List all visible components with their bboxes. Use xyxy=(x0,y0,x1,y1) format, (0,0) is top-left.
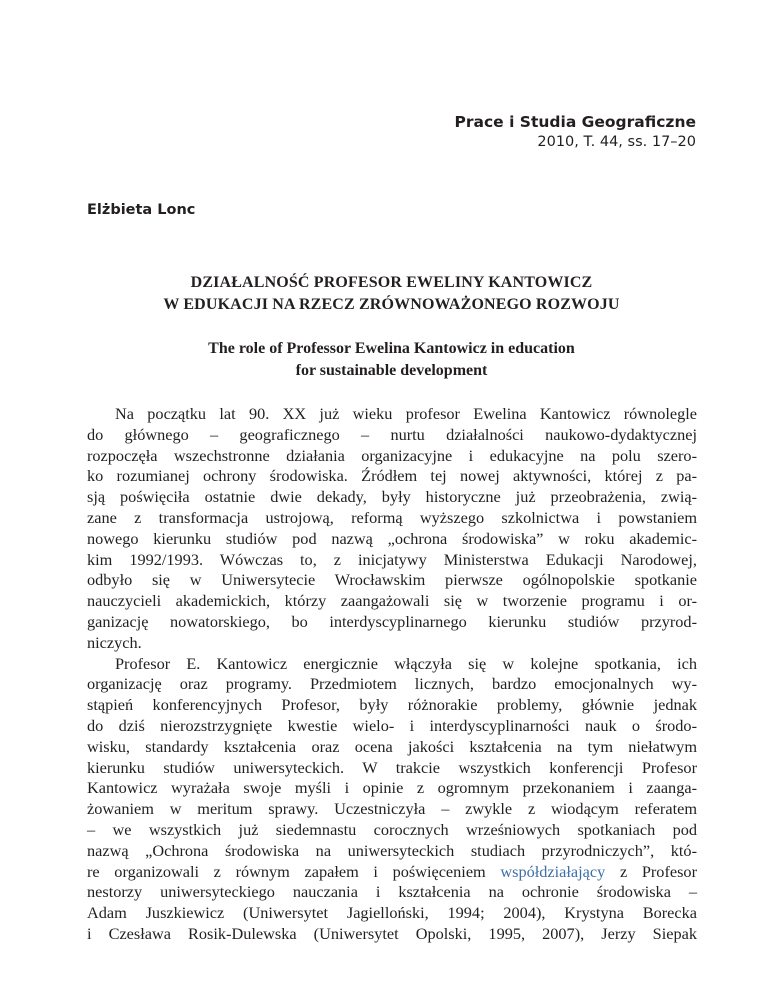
title-pl-line-1: DZIAŁALNOŚĆ PROFESOR EWELINY KANTOWICZ xyxy=(190,274,593,291)
text-line: nestorzy uniwersyteckiego nauczania i kształcenia na ochronie środowiska – xyxy=(87,882,697,902)
text-segment: re organizowali z równym zapałem i poświęceniem xyxy=(87,861,501,881)
title-pl-line-2: W EDUKACJI NA RZECZ ZRÓWNOWAŻONEGO ROZWOJU xyxy=(163,296,620,313)
text-line: niczych. xyxy=(87,632,142,652)
article-title-english xyxy=(87,338,696,382)
text-line: do głównego – geograficznego – nurtu działalności naukowo-dydaktycznej xyxy=(87,424,697,444)
text-line: zane z transformacja ustrojową, reformą wyższego szkolnictwa i powstaniem xyxy=(87,507,697,527)
text-line: – we wszystkich już siedemnastu corocznych wrześniowych spotkaniach pod xyxy=(87,819,697,839)
journal-name: Prace i Studia Geograficzne xyxy=(454,113,696,131)
title-en-line-2: for sustainable development xyxy=(295,362,488,379)
text-line: ko rozumianej ochrony środowiska. Źródłem tej nowej aktywności, której z pa- xyxy=(87,466,697,486)
text-line: Na początku lat 90. XX już wieku profesor Ewelina Kantowicz równolegle xyxy=(115,404,697,423)
paragraph-2 xyxy=(87,654,697,945)
highlighted-link-text[interactable]: współdziałający xyxy=(500,861,606,881)
text-line: i Czesława Rosik-Dulewska (Uniwersytet Opolski, 1995, 2007), Jerzy Siepak xyxy=(87,923,697,943)
journal-volume-pages: 2010, T. 44, ss. 17–20 xyxy=(537,134,696,150)
text-segment: z Profesor xyxy=(605,861,697,881)
text-line: sją poświęciła ostatnie dwie dekady, były historyczne już przeobrażenia, zwią- xyxy=(87,487,697,507)
text-line: żowaniem w meritum sprawy. Uczestniczyła – zwykle z wiodącym referatem xyxy=(87,799,697,819)
text-line: wisku, standardy kształcenia oraz ocena jakości kształcenia na tym niełatwym xyxy=(87,736,697,756)
text-line-with-link xyxy=(87,862,697,883)
text-line: rozpoczęła wszechstronne działania organizacyjne i edukacyjne na polu szero- xyxy=(87,445,697,465)
text-line: kim 1992/1993. Wówczas to, z inicjatywy Ministerstwa Edukacji Narodowej, xyxy=(87,549,697,569)
journal-header xyxy=(455,112,696,152)
paragraph-1 xyxy=(87,404,697,654)
text-line: Profesor E. Kantowicz energicznie włączyła się w kolejne spotkania, ich xyxy=(115,653,697,673)
text-line: Kantowicz wyrażała swoje myśli i opinie z ogromnym przekonaniem i zaanga- xyxy=(87,778,697,798)
text-line: nazwą „Ochrona środowiska na uniwersyteckich studiach przyrodniczych”, któ- xyxy=(87,840,697,860)
text-line: odbyło się w Uniwersytecie Wrocławskim pierwsze ogólnopolskie spotkanie xyxy=(87,570,697,590)
title-en-line-1: The role of Professor Ewelina Kantowicz in education xyxy=(208,340,575,357)
text-line: kierunku studiów uniwersyteckich. W trakcie wszystkich konferencji Profesor xyxy=(87,757,697,777)
text-line: Adam Juszkiewicz (Uniwersytet Jagielloński, 1994; 2004), Krystyna Borecka xyxy=(87,903,697,923)
text-line: ganizację nowatorskiego, bo interdyscyplinarnego kierunku studiów przyrod- xyxy=(87,611,697,631)
article-body xyxy=(87,404,697,945)
text-line: nowego kierunku studiów pod nazwą „ochrona środowiska” w roku akademic- xyxy=(87,528,697,548)
text-line: do dziś nierozstrzygnięte kwestie wielo- i interdyscyplinarności nauk o środo- xyxy=(87,715,697,735)
article-title-polish xyxy=(87,272,696,316)
author-name: Elżbieta Lonc xyxy=(87,202,196,218)
text-line: nauczycieli akademickich, którzy zaangażowali się w tworzenie programu i or- xyxy=(87,591,697,611)
text-line: stąpień konferencyjnych Profesor, były różnorakie problemy, głównie jednak xyxy=(87,695,697,715)
text-line: organizację oraz programy. Przedmiotem licznych, bardzo emocjonalnych wy- xyxy=(87,674,697,694)
